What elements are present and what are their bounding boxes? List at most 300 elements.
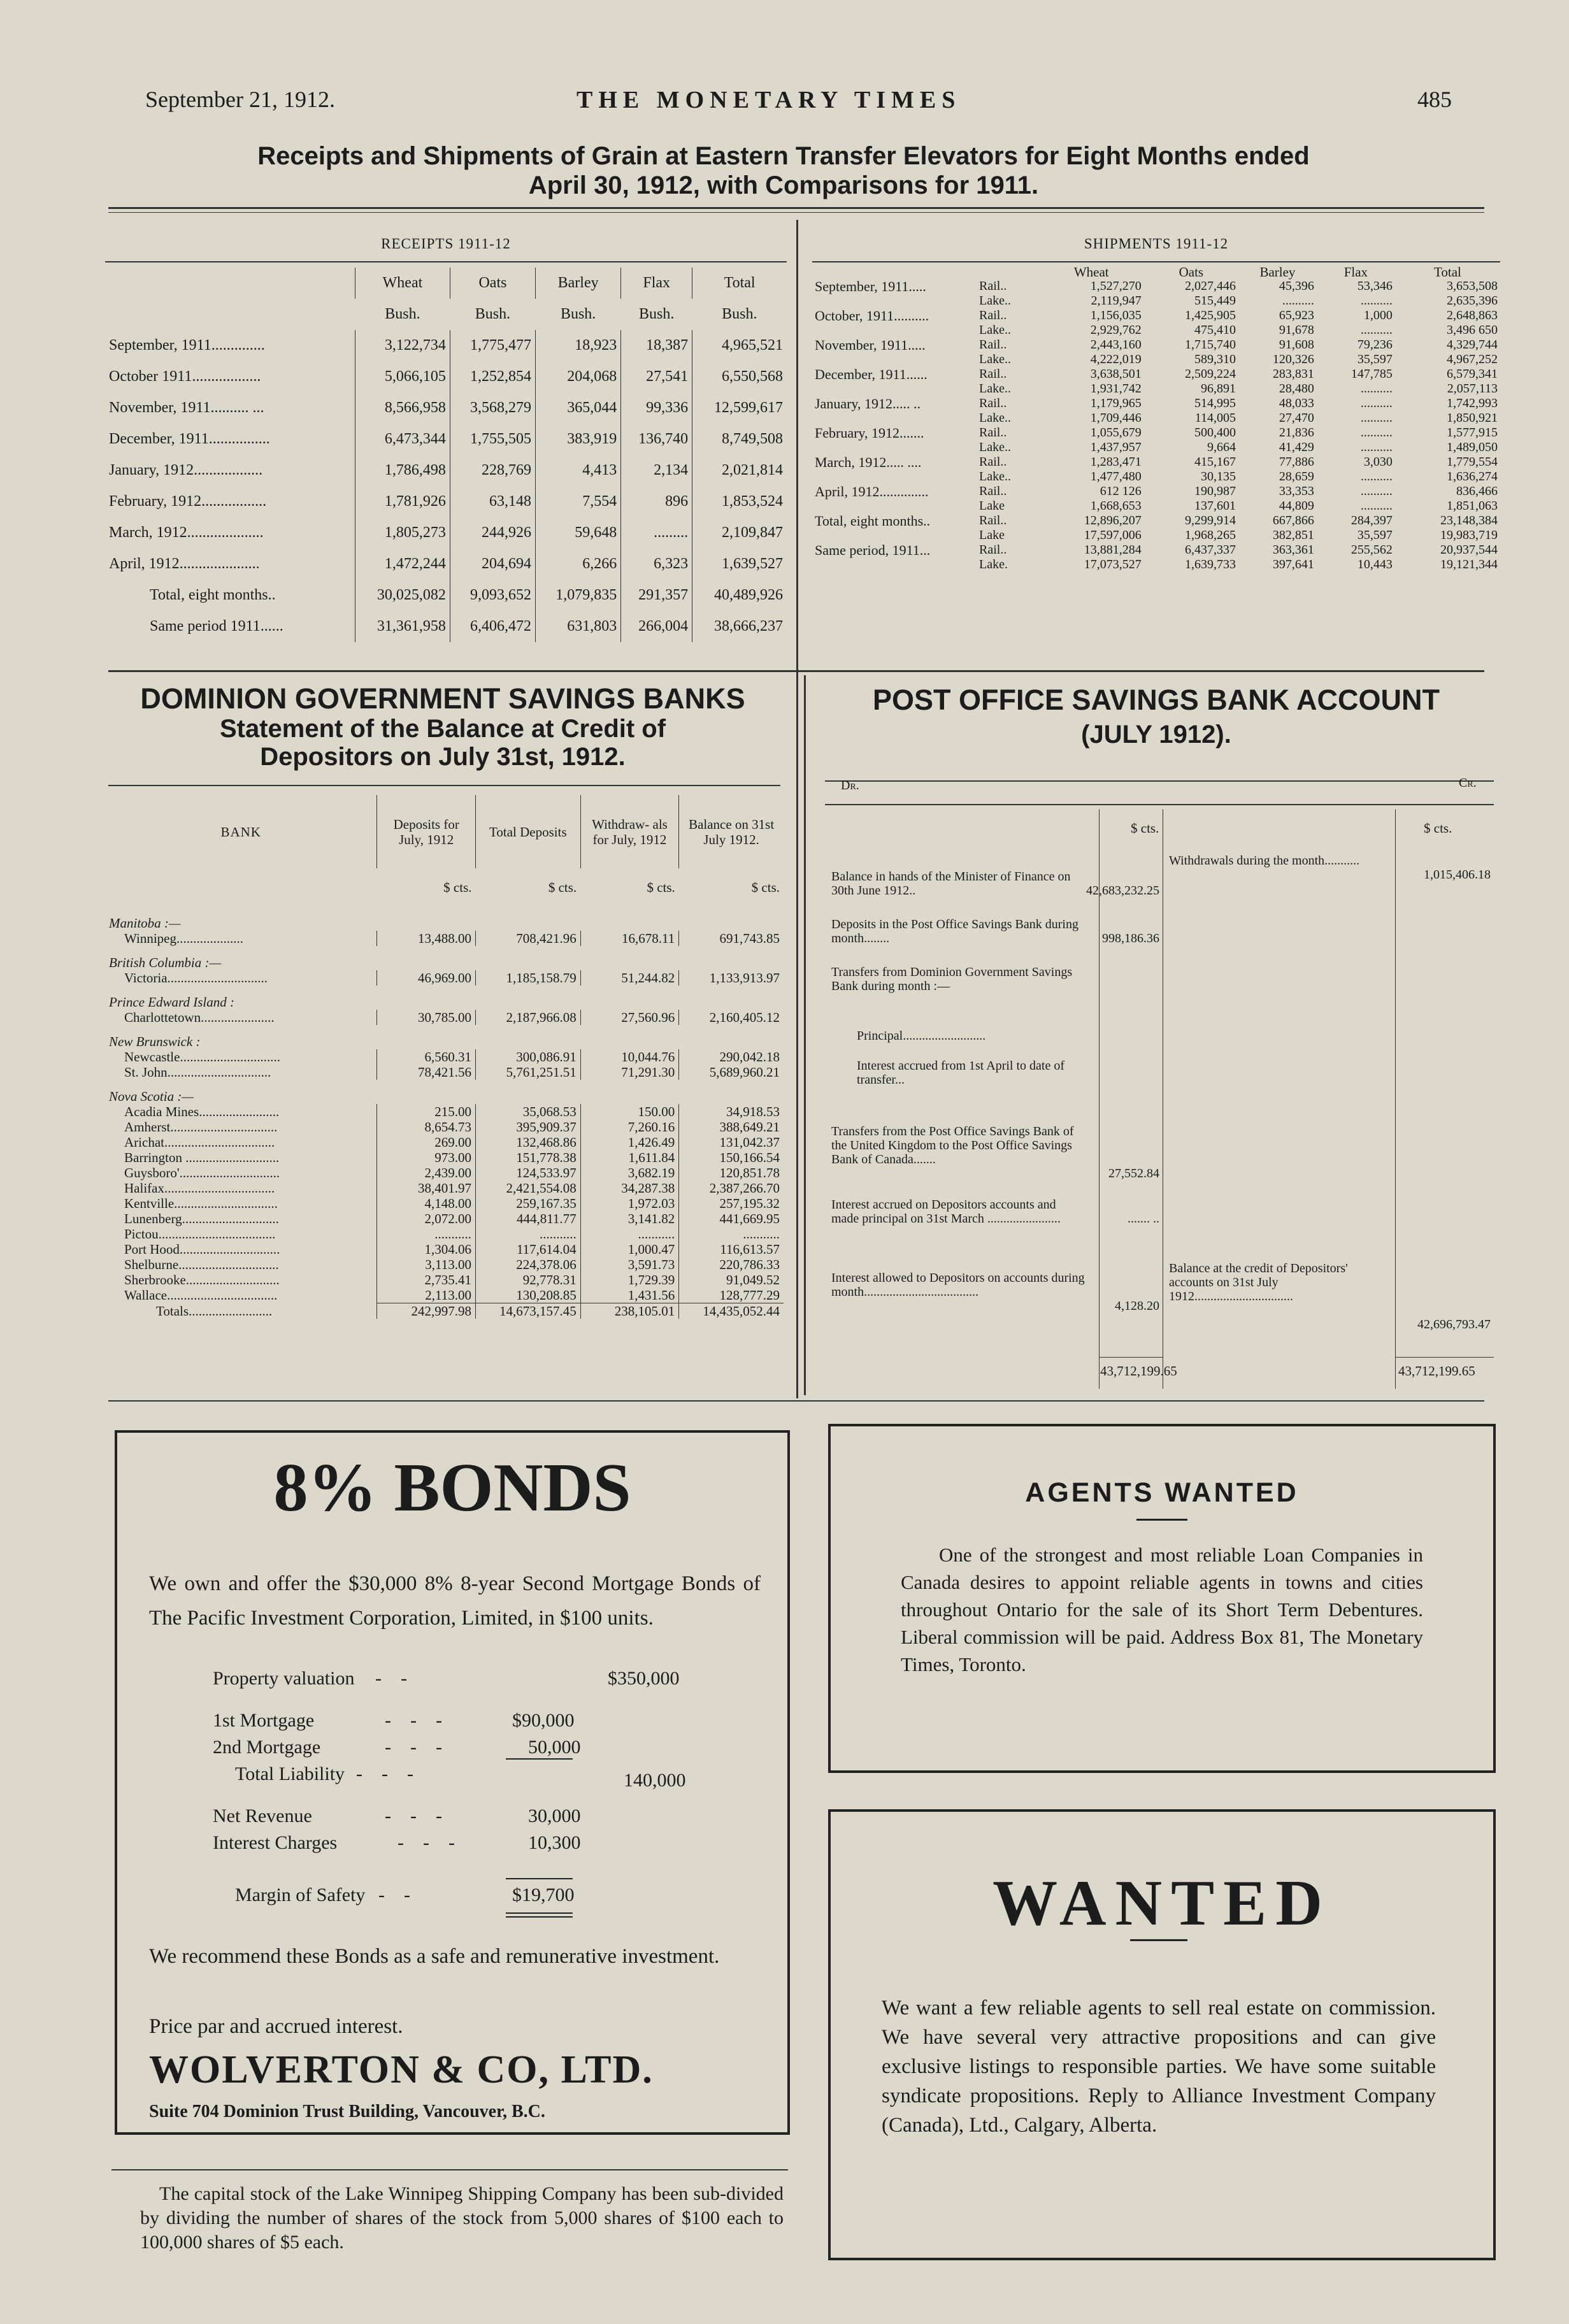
cell: ......... — [621, 517, 692, 549]
province-label: Prince Edward Island : — [109, 994, 234, 1010]
cell: 2,929,762 — [1090, 323, 1142, 337]
post-left-amount: 998,186.36 — [1102, 931, 1159, 945]
dominion-subtitle1: Statement of the Balance at Credit of — [219, 715, 666, 743]
table-row — [105, 1119, 784, 1135]
cell: Rail.. — [979, 543, 1007, 557]
cell: 63,148 — [450, 486, 535, 517]
cell: 204,694 — [450, 549, 535, 580]
col-header: Barley — [1259, 264, 1296, 280]
cell: 128,777.29 — [679, 1288, 784, 1303]
table-row — [105, 1226, 784, 1242]
row-label-cont — [812, 382, 977, 396]
cell: 1,850,921 — [1447, 411, 1498, 425]
cell: .......... — [1360, 484, 1393, 498]
cell: ........... — [580, 1226, 679, 1242]
cell: 896 — [621, 486, 692, 517]
row-label: September, 1911..... — [815, 278, 926, 294]
cell: 1,489,050 — [1447, 440, 1498, 454]
cell: 1,252,854 — [450, 361, 535, 392]
cell: 132,468.86 — [476, 1135, 581, 1150]
cell: 973.00 — [377, 1150, 476, 1165]
cell: 363,361 — [1272, 543, 1314, 557]
table-row — [105, 392, 787, 424]
cell: Lake — [979, 499, 1005, 513]
cell: 514,995 — [1194, 396, 1236, 410]
cell: 589,310 — [1194, 352, 1236, 366]
cell: 228,769 — [450, 455, 535, 486]
bonds-headline: 8% BONDS — [273, 1450, 631, 1526]
table-row — [812, 484, 1500, 499]
col-header: Total — [1434, 264, 1461, 280]
table-row — [812, 543, 1500, 557]
col-header: Oats — [450, 268, 535, 299]
cell: 99,336 — [621, 392, 692, 424]
cell: 30,135 — [1200, 470, 1236, 484]
cell: 836,466 — [1456, 484, 1498, 498]
cell: 6,437,337 — [1184, 543, 1236, 557]
cell: 8,654.73 — [377, 1119, 476, 1135]
divider — [825, 780, 1494, 782]
row-label: February, 1912................. — [109, 493, 267, 510]
first-mortgage-value: $90,000 — [512, 1710, 575, 1731]
table-row — [105, 486, 787, 517]
col-header: Oats — [1179, 264, 1204, 280]
cell: 1,779,554 — [1447, 455, 1498, 469]
col-header: Total — [692, 268, 787, 299]
cell: .......... — [1360, 470, 1393, 484]
table-row — [812, 308, 1500, 323]
margin-value: $19,700 — [512, 1884, 575, 1905]
receipts-heading: RECEIPTS 1911-12 — [381, 236, 511, 252]
cell: 244,926 — [450, 517, 535, 549]
cell: 3,030 — [1363, 455, 1393, 469]
cell: 38,666,237 — [692, 611, 787, 642]
post-left-text: Interest accrued on Depositors accounts and made principal on 31st March ....................... — [831, 1198, 1061, 1226]
cell: 71,291.30 — [580, 1065, 679, 1080]
agents-title: AGENTS WANTED — [1025, 1477, 1299, 1508]
row-label: April, 1912..................... — [109, 556, 260, 572]
cell: 3,568,279 — [450, 392, 535, 424]
cell: 34,918.53 — [679, 1104, 784, 1119]
row-label: March, 1912.................... — [109, 524, 264, 541]
post-right-text: Withdrawals during the month........... — [1169, 854, 1360, 868]
cell: 2,027,446 — [1184, 279, 1236, 293]
cell: 220,786.33 — [679, 1257, 784, 1272]
cell: 44,809 — [1279, 499, 1314, 513]
cell: 1,477,480 — [1090, 470, 1142, 484]
cell: 19,121,344 — [1440, 557, 1498, 571]
row-label-cont — [812, 411, 977, 426]
row-label: Same period 1911...... — [150, 618, 283, 635]
table-row — [105, 330, 787, 361]
cell: 18,923 — [536, 330, 621, 361]
cell: 136,740 — [621, 424, 692, 455]
cell: 3,496 650 — [1447, 323, 1498, 337]
cell: 9,299,914 — [1184, 513, 1236, 527]
bank-name: Barrington ............................ — [124, 1150, 280, 1165]
divider — [108, 207, 1484, 209]
cell: 150,166.54 — [679, 1150, 784, 1165]
row-label: October, 1911.......... — [815, 308, 929, 324]
row-label: January, 1912..... .. — [815, 396, 921, 412]
cell: 10,044.76 — [580, 1049, 679, 1065]
row-label: December, 1911................ — [109, 431, 270, 447]
cell: Lake.. — [979, 294, 1011, 308]
cell: Rail.. — [979, 279, 1007, 293]
bank-name: Shelburne.............................. — [124, 1257, 279, 1272]
cell: 215.00 — [377, 1104, 476, 1119]
row-label: October 1911.................. — [109, 368, 261, 385]
cell: 92,778.31 — [476, 1272, 581, 1288]
post-right-amount: 1,015,406.18 — [1424, 868, 1491, 882]
post-subtitle: (JULY 1912). — [1081, 721, 1231, 749]
cell: 12,896,207 — [1084, 513, 1142, 527]
post-left-amount: 4,128.20 — [1115, 1299, 1159, 1313]
receipts-table — [105, 268, 787, 642]
bonds-figures: Property valuation - - $350,000 1st Mortgage - - - $90,000 2nd Mortgage - - - 50,000 Total Liability - - - 140,000 Net Revenue - - - 30,000 Interest Charges - - - 10,300 Margin of Safety - - $19,700 — [213, 1665, 722, 1909]
province-row — [105, 1080, 784, 1104]
cell: 96,891 — [1200, 382, 1236, 396]
row-label-cont — [812, 294, 977, 308]
unit: $ cts. — [647, 880, 675, 895]
cell: 1,000 — [1363, 308, 1393, 322]
cell: Rail.. — [979, 426, 1007, 440]
col-bank: BANK — [220, 824, 261, 840]
cell: 9,664 — [1207, 440, 1236, 454]
cell: 2,439.00 — [377, 1165, 476, 1180]
cell: 1,472,244 — [355, 549, 450, 580]
table-row — [105, 517, 787, 549]
cell: 444,811.77 — [476, 1211, 581, 1226]
cell: 475,410 — [1194, 323, 1236, 337]
shipments-section — [812, 236, 1500, 572]
col-header: Flax — [621, 268, 692, 299]
row-label-cont — [812, 352, 977, 367]
cell: Lake — [979, 528, 1005, 542]
unit: $ cts. — [1131, 821, 1159, 836]
table-row — [812, 411, 1500, 426]
cell: 137,601 — [1194, 499, 1236, 513]
cell: 14,673,157.45 — [476, 1303, 581, 1319]
table-row — [105, 1049, 784, 1065]
bank-name: St. John............................... — [124, 1065, 271, 1080]
table-row — [105, 1104, 784, 1119]
table-row — [105, 1211, 784, 1226]
cell: 2,187,966.08 — [476, 1010, 581, 1025]
cell: 1,851,063 — [1447, 499, 1498, 513]
cell: 3,638,501 — [1090, 367, 1142, 381]
bank-name: Victoria.............................. — [124, 970, 268, 986]
cr-label: Cr. — [1459, 776, 1477, 790]
cell: 1,283,471 — [1090, 455, 1142, 469]
table-row — [812, 499, 1500, 513]
totals-row — [105, 1303, 784, 1319]
bonds-firm: WOLVERTON & CO, LTD. — [149, 2048, 654, 2091]
province-row — [105, 986, 784, 1010]
receipts-section — [105, 236, 787, 642]
cell: 2,160,405.12 — [679, 1010, 784, 1025]
cell: 1,636,274 — [1447, 470, 1498, 484]
post-left-text: Transfers from the Post Office Savings Bank of the United Kingdom to the Post Office Savings Bank of Canada....... — [831, 1124, 1074, 1166]
cell: 255,562 — [1350, 543, 1393, 557]
cell: 9,093,652 — [450, 580, 535, 611]
row-label: January, 1912.................. — [109, 462, 263, 478]
cell: 48,033 — [1279, 396, 1314, 410]
cell: 2,509,224 — [1184, 367, 1236, 381]
bank-name: Port Hood.............................. — [124, 1242, 280, 1257]
grain-title-line1: Receipts and Shipments of Grain at Eastern Transfer Elevators for Eight Months ended — [257, 142, 1310, 170]
col-header: Barley — [536, 268, 621, 299]
unit: $ cts. — [751, 880, 780, 895]
cell: 415,167 — [1194, 455, 1236, 469]
cell: Rail.. — [979, 308, 1007, 322]
cell: 38,401.97 — [377, 1180, 476, 1196]
row-label-cont — [812, 440, 977, 455]
cell: 612 126 — [1100, 484, 1142, 498]
cell: 91,049.52 — [679, 1272, 784, 1288]
cell: 6,579,341 — [1447, 367, 1498, 381]
wanted-ad — [828, 1809, 1496, 2260]
row-label: Total, eight months.. — [815, 513, 931, 529]
unit: Bush. — [475, 306, 511, 322]
table-row — [812, 528, 1500, 543]
cell: 41,429 — [1279, 440, 1314, 454]
post-right-amount: 42,696,793.47 — [1417, 1317, 1491, 1331]
cell: 6,560.31 — [377, 1049, 476, 1065]
table-row — [812, 323, 1500, 338]
cell: 30,025,082 — [355, 580, 450, 611]
cell: 1,972.03 — [580, 1196, 679, 1211]
cell: 5,761,251.51 — [476, 1065, 581, 1080]
cell: 2,119,947 — [1091, 294, 1142, 308]
col-withdrawals: Withdraw- als for July, 1912 — [580, 795, 679, 868]
table-row — [105, 361, 787, 392]
cell: 365,044 — [536, 392, 621, 424]
bonds-address: Suite 704 Dominion Trust Building, Vancouver, B.C. — [149, 2102, 545, 2121]
cell: 4,413 — [536, 455, 621, 486]
cell: Lake.. — [979, 411, 1011, 425]
bank-name: Lunenberg............................. — [124, 1211, 279, 1226]
total-liability-label: Total Liability — [235, 1763, 345, 1784]
cell: 116,613.57 — [679, 1242, 784, 1257]
shipments-table — [812, 265, 1500, 572]
cell: 1,755,505 — [450, 424, 535, 455]
masthead: THE MONETARY TIMES — [577, 87, 961, 113]
cell: 2,072.00 — [377, 1211, 476, 1226]
cell: 3,591.73 — [580, 1257, 679, 1272]
first-mortgage-label: 1st Mortgage — [213, 1710, 315, 1731]
margin-label: Margin of Safety — [235, 1884, 366, 1905]
bank-name: Winnipeg.................... — [124, 931, 243, 946]
row-label-cont — [812, 470, 977, 484]
same-period-row — [105, 611, 787, 642]
cell: 1,775,477 — [450, 330, 535, 361]
issue-date: September 21, 1912. — [145, 87, 335, 112]
cell: 13,488.00 — [377, 931, 476, 946]
bank-name: Amherst................................ — [124, 1119, 278, 1135]
divider — [111, 2169, 788, 2170]
post-left-text: Principal.......................... — [857, 1029, 986, 1043]
table-row — [812, 367, 1500, 382]
bonds-ad — [115, 1430, 790, 2135]
cell: 1,079,835 — [536, 580, 621, 611]
col-header: Wheat — [1073, 264, 1109, 280]
row-label: February, 1912....... — [815, 425, 924, 441]
agents-ad — [828, 1424, 1496, 1773]
table-row — [812, 470, 1500, 484]
cell: 30,785.00 — [377, 1010, 476, 1025]
cell: 397,641 — [1272, 557, 1314, 571]
row-label: December, 1911...... — [815, 366, 928, 382]
col-deposits: Deposits for July, 1912 — [377, 795, 476, 868]
unit: $ cts. — [443, 880, 472, 895]
second-mortgage-label: 2nd Mortgage — [213, 1737, 321, 1758]
cell: 1,805,273 — [355, 517, 450, 549]
cell: 7,554 — [536, 486, 621, 517]
table-row — [812, 557, 1500, 572]
cell: 291,357 — [621, 580, 692, 611]
cell: 120,326 — [1272, 352, 1314, 366]
interest-label: Interest Charges — [213, 1832, 338, 1853]
table-row — [105, 1288, 784, 1303]
cell: 35,597 — [1357, 352, 1393, 366]
cell: 1,179,965 — [1090, 396, 1142, 410]
cell: .......... — [1360, 426, 1393, 440]
post-left-text: Interest allowed to Depositors on accounts during month.................................... — [831, 1271, 1085, 1299]
unit: Bush. — [560, 306, 596, 322]
table-row — [812, 455, 1500, 470]
cell: 1,853,524 — [692, 486, 787, 517]
grain-title — [102, 141, 1465, 200]
table-row — [105, 1065, 784, 1080]
cell: Rail.. — [979, 338, 1007, 352]
cell: 388,649.21 — [679, 1119, 784, 1135]
cell: 1,055,679 — [1090, 426, 1142, 440]
property-label: Property valuation — [213, 1668, 355, 1689]
cell: 2,443,160 — [1090, 338, 1142, 352]
cell: 500,400 — [1194, 426, 1236, 440]
post-left-text: Interest accrued from 1st April to date of transfer... — [857, 1059, 1064, 1087]
divider — [108, 670, 1484, 672]
cell: 1,304.06 — [377, 1242, 476, 1257]
col-total: Total Deposits — [476, 795, 581, 868]
total-liability-value: 140,000 — [624, 1770, 686, 1791]
bonds-recommend: We recommend these Bonds as a safe and remunerative investment. — [149, 1945, 720, 1968]
province-row — [105, 1025, 784, 1049]
row-label: September, 1911.............. — [109, 337, 265, 354]
cell: 1,729.39 — [580, 1272, 679, 1288]
cell: 3,141.82 — [580, 1211, 679, 1226]
bank-name: Sherbrooke............................ — [124, 1272, 280, 1288]
bank-name: Acadia Mines........................ — [124, 1104, 280, 1119]
bank-name: Kentville............................... — [124, 1196, 278, 1211]
post-heading — [822, 683, 1491, 752]
cell: Lake.. — [979, 352, 1011, 366]
row-label-cont — [812, 528, 977, 543]
cell: 12,599,617 — [692, 392, 787, 424]
cell: 13,881,284 — [1084, 543, 1142, 557]
cell: 18,387 — [621, 330, 692, 361]
cell: 33,353 — [1279, 484, 1314, 498]
table-row — [105, 1196, 784, 1211]
cell: 46,969.00 — [377, 970, 476, 986]
table-row — [105, 1257, 784, 1272]
bank-name: Newcastle.............................. — [124, 1049, 280, 1065]
unit: Bush. — [722, 306, 757, 322]
right-total: 43,712,199.65 — [1398, 1363, 1475, 1379]
cell: 1,931,742 — [1090, 382, 1142, 396]
table-row — [105, 549, 787, 580]
cell: ........... — [377, 1226, 476, 1242]
cell: .......... — [1360, 396, 1393, 410]
cell: 91,678 — [1279, 323, 1314, 337]
table-row — [812, 352, 1500, 367]
table-row — [105, 424, 787, 455]
cell: 4,148.00 — [377, 1196, 476, 1211]
province-label: Nova Scotia :— — [109, 1089, 194, 1104]
row-label: November, 1911.......... ... — [109, 399, 264, 416]
table-row — [812, 396, 1500, 411]
cell: 17,597,006 — [1084, 528, 1142, 542]
post-left-text: Transfers from Dominion Government Savings Bank during month :— — [831, 965, 1073, 993]
cell: 8,749,508 — [692, 424, 787, 455]
cell: 45,396 — [1279, 279, 1314, 293]
cell: 35,068.53 — [476, 1104, 581, 1119]
cell: 1,577,915 — [1447, 426, 1498, 440]
cell: 257,195.32 — [679, 1196, 784, 1211]
cell: 269.00 — [377, 1135, 476, 1150]
cell: 91,608 — [1279, 338, 1314, 352]
table-row — [105, 1135, 784, 1150]
page-number: 485 — [1417, 87, 1452, 112]
bank-name: Halifax................................. — [124, 1180, 275, 1196]
cell: 1,000.47 — [580, 1242, 679, 1257]
dominion-subtitle2: Depositors on July 31st, 1912. — [260, 743, 626, 771]
bonds-price: Price par and accrued interest. — [149, 2015, 403, 2038]
column-divider — [796, 220, 798, 1398]
cell: 2,057,113 — [1447, 382, 1498, 396]
cell: 3,113.00 — [377, 1257, 476, 1272]
table-row — [105, 1165, 784, 1180]
table-row — [812, 382, 1500, 396]
cell: 441,669.95 — [679, 1211, 784, 1226]
divider — [108, 785, 780, 786]
row-label-cont — [812, 323, 977, 338]
cell: .......... — [1360, 323, 1393, 337]
cell: 79,236 — [1357, 338, 1393, 352]
cell: 242,997.98 — [377, 1303, 476, 1319]
grain-title-line2: April 30, 1912, with Comparisons for 1911. — [528, 171, 1039, 199]
cell: 40,489,926 — [692, 580, 787, 611]
cell: 395,909.37 — [476, 1119, 581, 1135]
cell: 283,831 — [1272, 367, 1314, 381]
cell: 10,443 — [1357, 557, 1393, 571]
dominion-table — [105, 795, 784, 1319]
post-account — [825, 809, 1494, 1389]
cell: .......... — [1360, 382, 1393, 396]
row-label: November, 1911..... — [815, 337, 926, 353]
table-row — [105, 931, 784, 946]
cell: 691,743.85 — [679, 931, 784, 946]
cell: 77,886 — [1279, 455, 1314, 469]
wanted-title: WANTED — [992, 1867, 1331, 1939]
cell: 224,378.06 — [476, 1257, 581, 1272]
cell: 383,919 — [536, 424, 621, 455]
row-label: April, 1912.............. — [815, 484, 929, 499]
cell: 27,560.96 — [580, 1010, 679, 1025]
cell: 300,086.91 — [476, 1049, 581, 1065]
cell: 19,983,719 — [1440, 528, 1498, 542]
